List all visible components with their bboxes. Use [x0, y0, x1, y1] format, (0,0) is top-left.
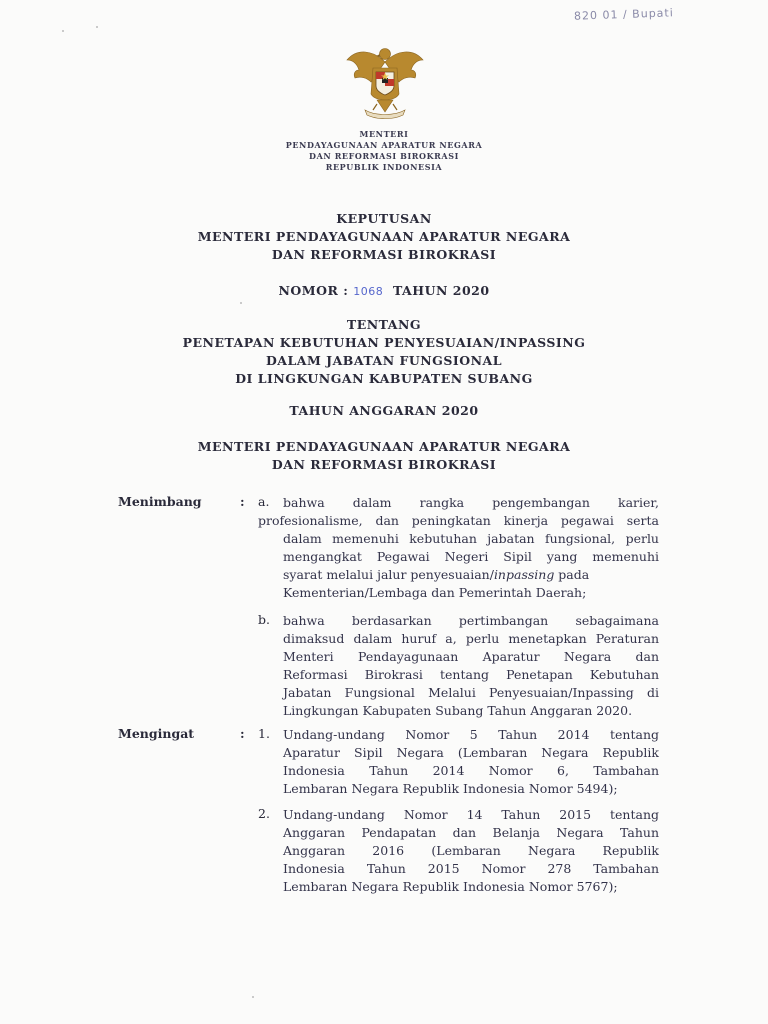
handwritten-note: 820 01 / Bupati — [573, 6, 675, 23]
letterhead-line-3: DAN REFORMASI BIROKRASI — [309, 151, 459, 161]
menimbang-a-text — [258, 494, 659, 602]
text-line: mengangkat Pegawai Negeri Sipil yang memenuhi — [283, 549, 659, 564]
text-line: Indonesia Tahun 2014 Nomor 6, Tambahan — [283, 763, 659, 778]
text-line: Lembaran Negara Republik Indonesia Nomor 5767); — [283, 879, 618, 894]
mengingat-colon: : — [240, 726, 245, 741]
scan-speck — [240, 302, 242, 304]
menimbang-a-mark: a. — [258, 494, 270, 509]
tahun-anggaran: TAHUN ANGGARAN 2020 — [289, 403, 479, 418]
menimbang-b-text — [283, 612, 659, 720]
menimbang-b-mark: b. — [258, 612, 270, 627]
text-line: Kementerian/Lembaga dan Pemerintah Daerah; — [283, 585, 587, 600]
text-fragment: syarat melalui jalur penyesuaian/ — [283, 567, 494, 582]
issuer-line-2: DAN REFORMASI BIROKRASI — [271, 457, 497, 472]
text-fragment: pada — [554, 567, 590, 582]
text-line: Aparatur Sipil Negara (Lembaran Negara Republik — [283, 745, 659, 760]
text-line: dimaksud dalam huruf a, perlu menetapkan Peraturan — [283, 631, 659, 646]
scan-speck — [96, 26, 98, 28]
mengingat-1-mark: 1. — [258, 726, 270, 741]
nomor-label: NOMOR : — [278, 283, 349, 298]
mengingat-1-text — [283, 726, 659, 798]
menimbang-colon: : — [240, 494, 245, 509]
text-line: Lembaran Negara Republik Indonesia Nomor 5494); — [283, 781, 618, 796]
text-line: Indonesia Tahun 2015 Nomor 278 Tambahan — [283, 861, 659, 876]
text-line: profesionalisme, dan peningkatan kinerja pegawai serta — [258, 513, 659, 528]
issuer-block — [0, 438, 768, 474]
mengingat-2-mark: 2. — [258, 806, 270, 821]
letterhead-line-4: REPUBLIK INDONESIA — [325, 162, 443, 172]
mengingat-label: Mengingat — [118, 726, 195, 741]
decree-title-line-1: MENTERI PENDAYAGUNAAN APARATUR NEGARA — [197, 229, 571, 244]
text-line: Anggaran 2016 (Lembaran Negara Republik — [283, 843, 659, 858]
text-line: Menteri Pendayagunaan Aparatur Negara dan — [283, 649, 659, 664]
text-line: Anggaran Pendapatan dan Belanja Negara Tahun — [283, 825, 659, 840]
nomor-year: TAHUN 2020 — [392, 283, 490, 298]
letterhead-line-2: PENDAYAGUNAAN APARATUR NEGARA — [285, 140, 483, 150]
text-line: Undang-undang Nomor 14 Tahun 2015 tentang — [283, 807, 659, 822]
text-line: Jabatan Fungsional Melalui Penyesuaian/Inpassing di — [283, 685, 659, 700]
garuda-emblem-icon — [343, 42, 427, 122]
tentang-label: TENTANG — [346, 317, 422, 332]
decree-title-line-2: DAN REFORMASI BIROKRASI — [271, 247, 497, 262]
ministry-letterhead — [0, 129, 768, 173]
scan-speck — [252, 996, 254, 998]
text-line: dalam memenuhi kebutuhan jabatan fungsional, perlu — [283, 531, 659, 546]
tentang-block — [0, 316, 768, 388]
text-line: Reformasi Birokrasi tentang Penetapan Kebutuhan — [283, 667, 659, 682]
tentang-line-2: DALAM JABATAN FUNGSIONAL — [265, 353, 503, 368]
scan-speck — [62, 30, 64, 32]
tentang-line-3: DI LINGKUNGAN KABUPATEN SUBANG — [235, 371, 533, 386]
issuer-line-1: MENTERI PENDAYAGUNAAN APARATUR NEGARA — [197, 439, 571, 454]
text-line: Undang-undang Nomor 5 Tahun 2014 tentang — [283, 727, 659, 742]
letterhead-line-1: MENTERI — [359, 129, 409, 139]
text-line: bahwa berdasarkan pertimbangan sebagaimana — [283, 613, 659, 628]
tentang-line-1: PENETAPAN KEBUTUHAN PENYESUAIAN/INPASSING — [182, 335, 586, 350]
italic-term: inpassing — [493, 567, 555, 582]
text-line — [283, 566, 659, 584]
text-line: Lingkungan Kabupaten Subang Tahun Anggaran 2020. — [283, 703, 633, 718]
menimbang-label: Menimbang — [118, 494, 202, 509]
decree-number — [0, 282, 768, 301]
decree-title — [0, 210, 768, 264]
text-line: bahwa dalam rangka pengembangan karier, — [283, 495, 659, 510]
decree-keputusan: KEPUTUSAN — [336, 211, 432, 226]
mengingat-2-text — [283, 806, 659, 896]
nomor-value: 1068 — [353, 285, 384, 298]
